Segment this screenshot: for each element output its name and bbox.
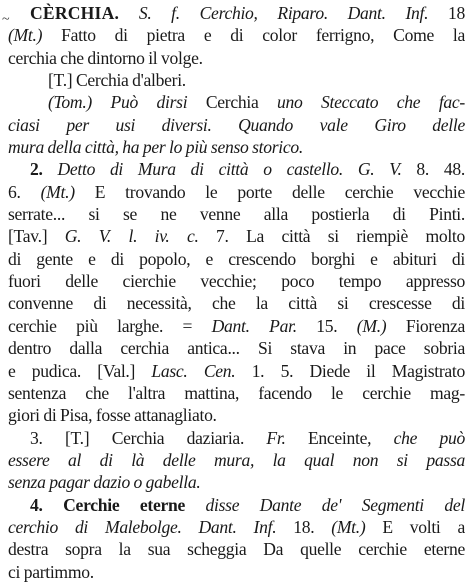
entry-line-17: e pudica. [Val.] Lasc. Cen. 1. 5. Diede il Magistrato <box>8 360 465 381</box>
entry-line-7: mura della città, ha per lo più senso storico. <box>8 137 303 158</box>
entry-line-6: ciasi per usi diversi. Quando vale Giro delle <box>8 114 465 135</box>
entry-line-26: ci partimmo. <box>8 561 94 582</box>
entry-line-18: sentenza che l'altra mattina, facendo le cerchie mag- <box>8 382 465 403</box>
entry-line-20: 3. [T.] Cerchia daziaria. Fr. Enceinte, che può <box>30 427 465 448</box>
entry-line-19: giori di Pisa, fosse attanagliato. <box>8 405 217 426</box>
entry-line-12: di gente e di popolo, e crescendo borghi e abituri di <box>8 248 465 269</box>
entry-line-5: (Tom.) Può dirsi Cerchia uno Steccato che fac- <box>48 92 465 113</box>
entry-line-2: (Mt.) Fatto di pietra e di color ferrigno, Come la <box>8 25 465 46</box>
entry-line-22: senza pagar dazio o gabella. <box>8 472 201 493</box>
entry-line-4: [T.] Cerchia d'alberi. <box>48 70 186 91</box>
entry-line-13: fuori delle cierchie vecchie; poco tempo appresso <box>8 271 465 292</box>
entry-line-24: cerchio di Malebolge. Dant. Inf. 18. (Mt.) E volti a <box>8 516 465 537</box>
entry-line-14: convenne di necessità, che la città si crescesse di <box>8 293 465 314</box>
entry-line-8: 2. Detto di Mura di città o castello. G. V. 8. 48. <box>30 159 465 180</box>
entry-line-1: CÈRCHIA. S. f. Cerchio, Riparo. Dant. Inf. 18 <box>30 3 465 23</box>
entry-line-9: 6. (Mt.) E trovando le porte delle cerchie vecchie <box>8 181 465 202</box>
entry-line-25: destra sopra la sua scheggia Da quelle cerchie eterne <box>8 539 465 560</box>
tilde-mark: ~ <box>2 12 10 27</box>
headword: CÈRCHIA. <box>30 3 120 23</box>
entry-line-16: dentro dalla cerchia antica... Si stava in pace sobria <box>8 338 465 359</box>
entry-line-15: cerchie più larghe. = Dant. Par. 15. (M.) Fiorenza <box>8 315 465 336</box>
entry-line-21: essere al di là delle mura, la qual non si passa <box>8 449 465 470</box>
entry-line-3: cerchia che dintorno il volge. <box>8 47 203 68</box>
entry-line-23: 4. Cerchie eterne disse Dante de' Segmenti del <box>30 494 465 515</box>
entry-line-10: serrate... si se ne venne alla postierla di Pinti. <box>8 204 465 225</box>
entry-line-11: [Tav.] G. V. l. iv. c. 7. La città si riempiè molto <box>8 226 465 247</box>
